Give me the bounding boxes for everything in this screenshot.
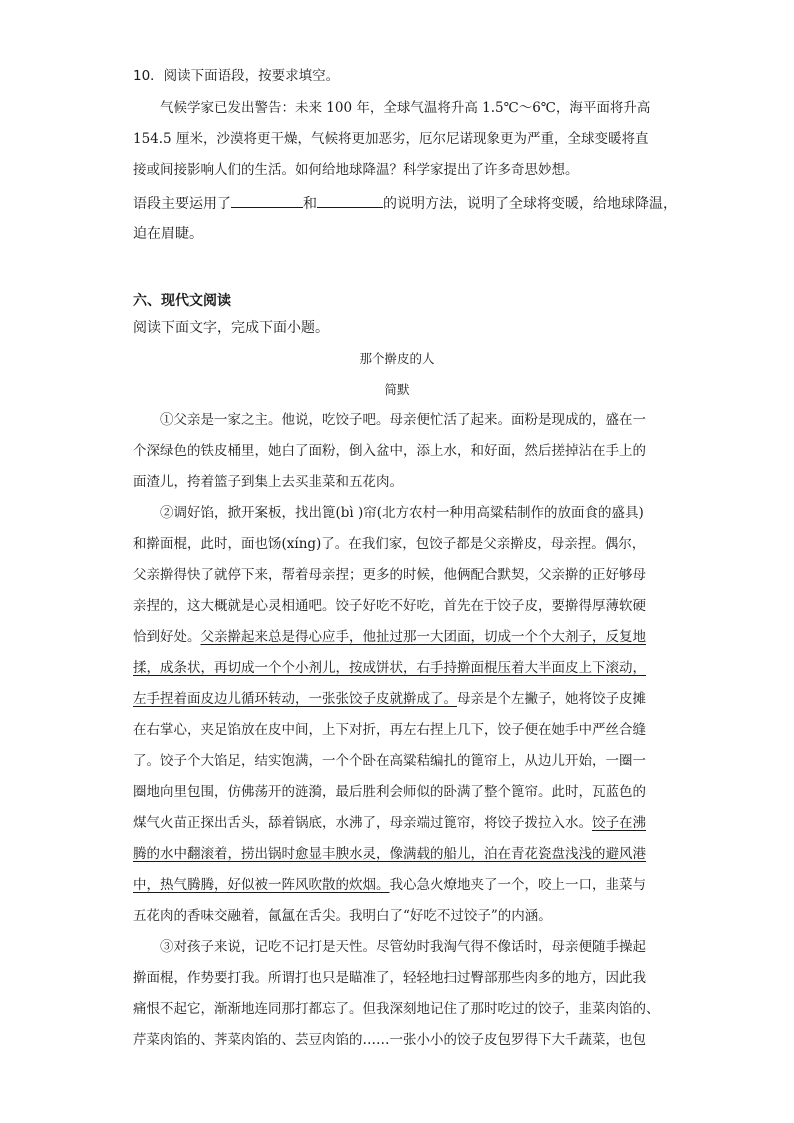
article-title: 那个擀皮的人 [359, 351, 435, 366]
underlined-sentence-1b: 揉，成条状，再切成一个个小剂儿，按成饼状，右手持擀面棍压着大半面皮上下滚动， [133, 660, 646, 676]
p2-line-13 [133, 875, 646, 895]
p1-line-1: ①父亲是一家之主。他说，吃饺子吧。母亲便忙活了起来。面粉是现成的，盛在一 [160, 412, 646, 428]
p2-line-7-text: 母亲是个左撇子，她将饺子皮摊 [457, 691, 646, 707]
q10-passage-line-3: 接或间接影响人们的生活。如何给地球降温？科学家提出了许多奇思妙想。 [133, 162, 579, 178]
article-author: 简默 [384, 382, 410, 397]
p2-line-7 [133, 689, 646, 709]
p2-line-14: 五花肉的香味交融着，氤氲在舌尖。我明白了“好吃不过饺子”的内涵。 [133, 908, 552, 924]
q10-passage-line-2: 154.5 厘米，沙漠将更干燥，气候将更加恶劣，厄尔尼诺现象更为严重，全球变暖将直 [133, 131, 649, 147]
underlined-sentence-1c: 左手捏着面皮边儿循环转动，一张张饺子皮就擀成了。 [133, 691, 457, 707]
p2-line-11-text: 煤气火苗正探出舌头，舔着锅底，水沸了，母亲端过篦帘，将饺子拨拉入水。 [133, 815, 592, 831]
q10-prompt-a: 语段主要运用了 [133, 196, 231, 212]
q10-prompt-c: 的说明方法，说明了全球将变暖，给地球降温， [383, 196, 677, 212]
p3-line-3: 痛恨不起它，渐渐地连同那打都忘了。但我深刻地记住了那时吃过的饺子，韭菜肉馅的、 [133, 1001, 660, 1017]
section-instruction: 阅读下面文字，完成下面小题。 [133, 320, 329, 336]
underlined-sentence-2b: 腾的水中翻滚着，捞出锅时愈显丰腴水灵，像满载的船儿，泊在青花瓷盘浅浅的避风港 [133, 846, 646, 862]
q10-fill-line [133, 193, 677, 214]
underlined-sentence-1a: 父亲擀起来总是得心应手，他扯过那一大团面，切成一个个大剂子，反复地 [200, 629, 646, 645]
p2-line-13-text: 我心急火燎地夹了一个，咬上一口，韭菜与 [389, 877, 646, 893]
p2-line-9: 了。饺子个大馅足，结实饱满，一个个卧在高粱秸编扎的篦帘上，从边儿开始，一圈一 [133, 753, 646, 769]
p2-line-10: 圈地向里包围，仿佛荡开的涟漪，最后胜利会师似的卧满了整个篦帘。此时，瓦蓝色的 [133, 784, 646, 800]
p2-line-5 [133, 627, 646, 647]
q10-prompt-d: 迫在眉睫。 [133, 226, 203, 242]
question-10-stem: 10．阅读下面语段，按要求填空。 [133, 68, 340, 84]
p1-line-3: 面渣儿，挎着篮子到集上去买韭菜和五花肉。 [133, 474, 403, 490]
p2-line-1: ②调好馅，掀开案板，找出篦(bì )帘(北方农村一种用高粱秸制作的放面食的盛具) [160, 505, 644, 521]
q10-prompt-b: 和 [303, 196, 317, 212]
p2-line-3: 父亲擀得快了就停下来，帮着母亲捏；更多的时候，他俩配合默契，父亲擀的正好够母 [133, 567, 646, 583]
p2-line-5-text: 恰到好处。 [133, 629, 201, 645]
answer-blank-1[interactable] [231, 193, 303, 208]
p2-line-2: 和擀面棍，此时，面也饧(xíng)了。在我们家，包饺子都是父亲擀皮，母亲捏。偶尔， [133, 536, 646, 552]
p3-line-2: 擀面棍，作势要打我。所谓打也只是瞄准了，轻轻地扫过臀部那些肉多的地方，因此我 [133, 970, 646, 986]
answer-blank-2[interactable] [317, 193, 383, 208]
p1-line-2: 个深绿色的铁皮桶里，她白了面粉，倒入盆中，添上水，和好面，然后搓掉沾在手上的 [133, 443, 646, 459]
underlined-sentence-2a: 饺子在沸 [592, 815, 646, 831]
p3-line-1: ③对孩子来说，记吃不记打是天性。尽管幼时我淘气得不像话时，母亲便随手操起 [160, 939, 646, 955]
p2-line-4: 亲捏的，这大概就是心灵相通吧。饺子好吃不好吃，首先在于饺子皮，要擀得厚薄软硬 [133, 598, 646, 614]
q10-passage-line-1: 气候学家已发出警告：未来 100 年，全球气温将升高 1.5℃～6℃，海平面将升高 [160, 100, 651, 116]
p3-line-4: 芹菜肉馅的、荠菜肉馅的、芸豆肉馅的……一张小小的饺子皮包罗得下大千蔬菜，也包 [133, 1032, 646, 1048]
p2-line-8: 在右掌心，夹足馅放在皮中间，上下对折，再左右捏上几下，饺子便在她手中严丝合缝 [133, 722, 646, 738]
p2-line-11 [133, 813, 646, 833]
underlined-sentence-2c: 中，热气腾腾，好似被一阵风吹散的炊烟。 [133, 877, 390, 893]
section-heading: 六、现代文阅读 [133, 293, 231, 309]
